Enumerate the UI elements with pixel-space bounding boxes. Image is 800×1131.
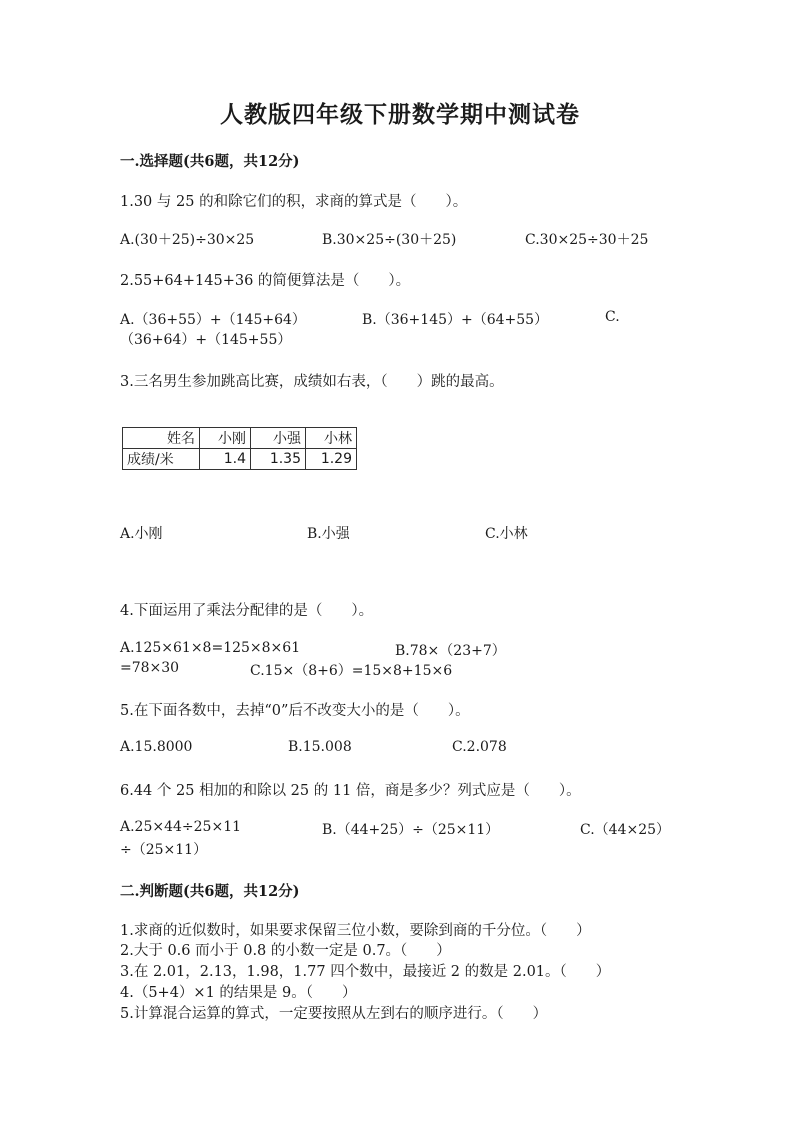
question-3-option-c: C.小林 xyxy=(485,526,528,542)
table-cell: 1.4 xyxy=(200,449,251,470)
question-5-stem: 5.在下面各数中，去掉“0”后不改变大小的是（ ）。 xyxy=(120,703,470,719)
question-4-option-b: B.78×（23+7） xyxy=(395,643,506,659)
question-5-option-c: C.2.078 xyxy=(452,739,507,755)
table-cell: 姓名 xyxy=(123,428,200,449)
judgement-item-5: 5.计算混合运算的算式，一定要按照从左到右的顺序进行。（ ） xyxy=(120,1006,548,1022)
question-4-stem: 4.下面运用了乘法分配律的是（ ）。 xyxy=(120,603,374,619)
question-5-option-a: A.15.8000 xyxy=(120,739,193,755)
question-4-option-c: C.15×（8+6）=15×8+15×6 xyxy=(250,663,453,679)
question-6-option-b: B.（44+25）÷（25×11） xyxy=(322,822,500,838)
judgement-item-1: 1.求商的近似数时，如果要求保留三位小数，要除到商的千分位。（ ） xyxy=(120,923,591,939)
question-1-option-a: A.(30＋25)÷30×25 xyxy=(120,232,255,248)
question-3-stem: 3.三名男生参加跳高比赛，成绩如右表，（ ）跳的最高。 xyxy=(120,374,504,390)
question-4-option-a: A.125×61×8=125×8×61 xyxy=(120,640,301,656)
question-3-option-a: A.小刚 xyxy=(120,526,163,542)
score-table xyxy=(122,427,357,470)
question-3-option-b: B.小强 xyxy=(307,526,350,542)
question-6-option-c-continued: ÷（25×11） xyxy=(120,842,208,858)
question-6-option-c: C.（44×25） xyxy=(580,822,671,838)
judgement-item-4: 4.（5+4）×1 的结果是 9。（ ） xyxy=(120,985,357,1001)
table-cell: 小林 xyxy=(306,428,357,449)
question-2-option-b: B.（36+145）+（64+55） xyxy=(362,312,549,328)
question-1-option-b: B.30×25÷(30＋25) xyxy=(322,232,457,248)
table-cell: 1.35 xyxy=(251,449,306,470)
question-2-option-c-label: C. xyxy=(605,309,620,325)
question-2-stem: 2.55+64+145+36 的简便算法是（ ）。 xyxy=(120,273,411,289)
section-heading-judgement: 二.判断题(共6题，共12分) xyxy=(120,883,300,900)
section-heading-choice: 一.选择题(共6题，共12分) xyxy=(120,153,300,170)
table-cell: 成绩/米 xyxy=(123,449,200,470)
page-title: 人教版四年级下册数学期中测试卷 xyxy=(220,101,580,128)
question-2-option-c-text: （36+64）+（145+55） xyxy=(120,332,292,348)
table-header-row xyxy=(123,428,357,449)
judgement-item-2: 2.大于 0.6 而小于 0.8 的小数一定是 0.7。（ ） xyxy=(120,943,451,959)
question-1-stem: 1.30 与 25 的和除它们的积，求商的算式是（ ）。 xyxy=(120,194,468,210)
question-1-option-c: C.30×25÷30＋25 xyxy=(525,232,649,248)
table-cell: 小刚 xyxy=(200,428,251,449)
table-cell: 1.29 xyxy=(306,449,357,470)
table-row xyxy=(123,449,357,470)
question-5-option-b: B.15.008 xyxy=(288,739,352,755)
question-4-option-b-continued: =78×30 xyxy=(120,660,180,676)
question-2-option-a: A.（36+55）+（145+64） xyxy=(120,312,306,328)
question-6-stem: 6.44 个 25 相加的和除以 25 的 11 倍，商是多少？列式应是（ ）。 xyxy=(120,783,581,799)
judgement-item-3: 3.在 2.01，2.13，1.98，1.77 四个数中，最接近 2 的数是 2.01。（ ） xyxy=(120,964,611,980)
question-6-option-a: A.25×44÷25×11 xyxy=(120,819,242,835)
table-cell: 小强 xyxy=(251,428,306,449)
